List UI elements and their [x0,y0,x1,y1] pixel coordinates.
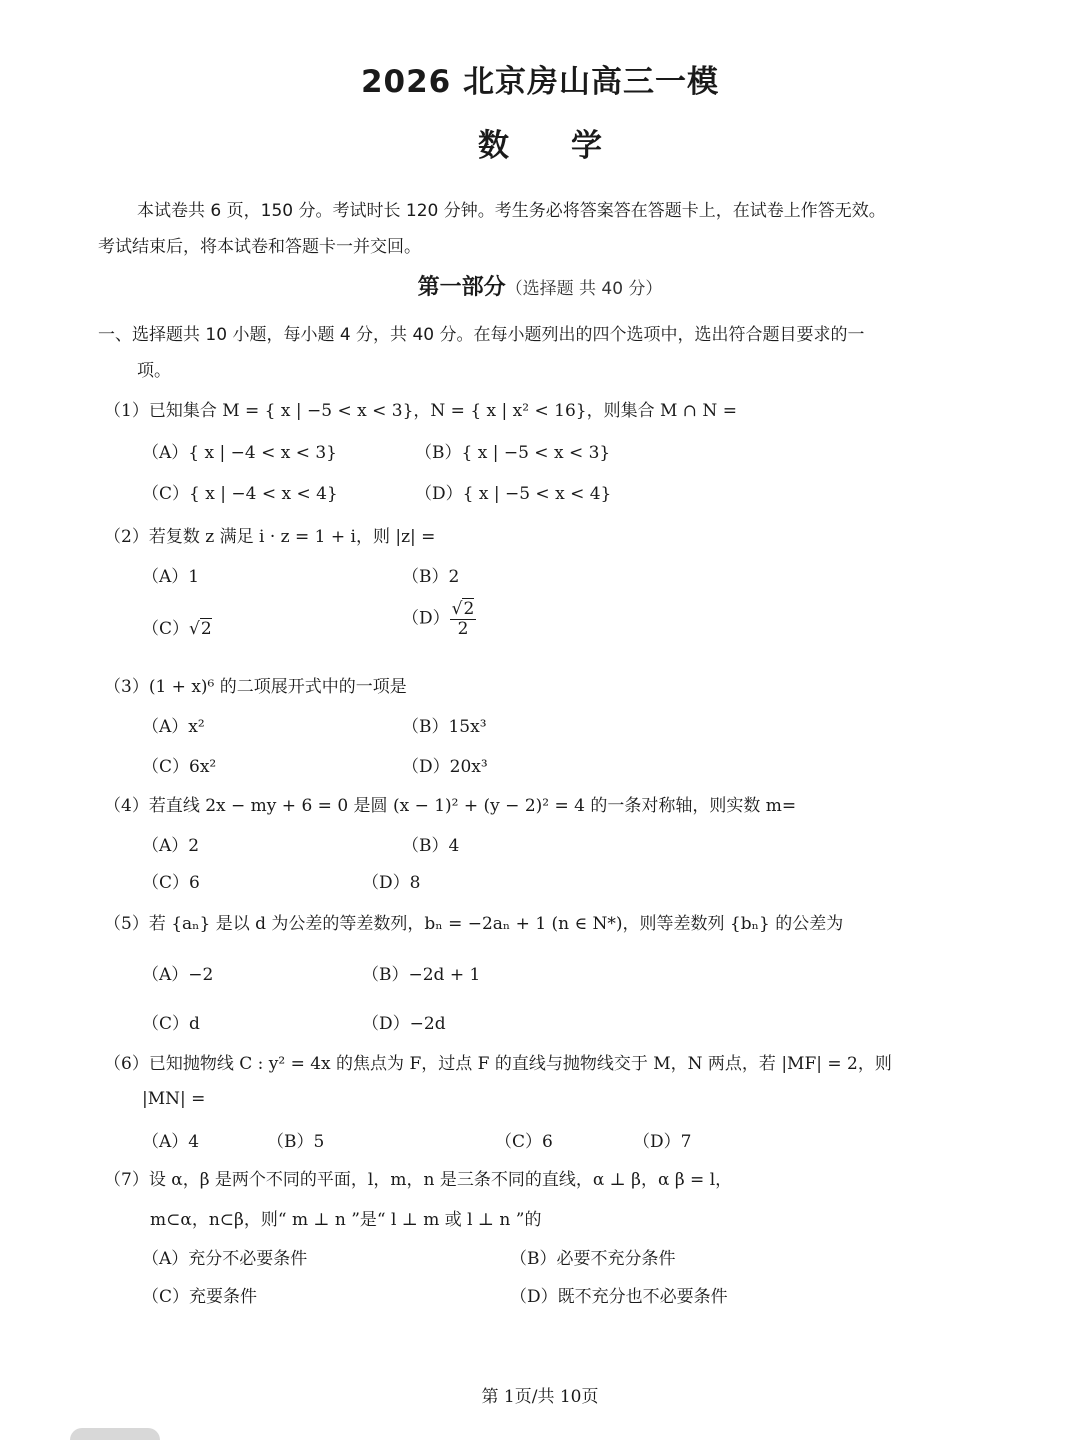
part-subtitle: （选择题 共 40 分） [505,279,663,299]
question-2-option-a: （A）1 [142,567,200,587]
subject-title: 数学 [478,128,664,164]
part-heading [0,270,1080,301]
section-instructions-line-1: 一、选择题共 10 小题，每小题 4 分，共 40 分。在每小题列出的四个选项中，选出符合题目要求的一 [98,325,865,345]
page-number: 第 1页/共 10页 [481,1387,599,1407]
question-7-option-c: （C）充要条件 [142,1287,258,1307]
question-3-option-d: （D）20x³ [402,757,488,777]
part-title: 第一部分 [417,275,506,300]
question-3-option-a: （A）x² [142,717,205,737]
question-4-option-a: （A）2 [142,836,200,856]
question-6-stem: （6）已知抛物线 C : y² = 4x 的焦点为 F，过点 F 的直线与抛物线交于 M，N 两点，若 |MF| = 2，则 [104,1054,892,1074]
question-6-option-b: （B）5 [267,1132,325,1152]
question-5-option-d: （D）−2d [362,1014,446,1034]
question-6-option-c: （C）6 [495,1132,553,1152]
question-2-option-c-label: （C） [142,619,190,639]
question-7-option-a: （A）充分不必要条件 [142,1249,308,1269]
question-5-stem: （5）若 {aₙ} 是以 d 为公差的等差数列，bₙ = −2aₙ + 1 (n ∈ N*)，则等差数列 {bₙ} 的公差为 [104,914,844,934]
question-6-option-d: （D）7 [633,1132,692,1152]
question-1-option-d: （D）{ x | −5 < x < 4} [415,484,612,504]
question-7-stem-line-2: m⊂α，n⊂β，则“ m ⊥ n ”是“ l ⊥ m 或 l ⊥ n ”的 [150,1210,542,1230]
intro-line-2: 考试结束后，将本试卷和答题卡一并交回。 [98,237,421,257]
question-3-option-b: （B）15x³ [402,717,487,737]
question-7-option-d: （D）既不充分也不必要条件 [510,1287,728,1307]
question-3-stem: （3）(1 + x)⁶ 的二项展开式中的一项是 [104,677,407,697]
question-3-option-c: （C）6x² [142,757,217,777]
question-2-stem: （2）若复数 z 满足 i · z = 1 + i，则 |z| = [104,527,436,547]
question-2-option-b: （B）2 [402,567,460,587]
question-2-option-c: （C）√2 [142,619,212,639]
question-1-option-a: （A）{ x | −4 < x < 3} [142,443,338,463]
question-1-stem: （1）已知集合 M = { x | −5 < x < 3}，N = { x | x² < 16}，则集合 M ∩ N = [104,401,737,421]
question-2-option-d-denominator: 2 [457,618,469,639]
question-1-option-c: （C）{ x | −4 < x < 4} [142,484,338,504]
question-1-option-b: （B）{ x | −5 < x < 3} [415,443,611,463]
exam-title: 2026 北京房山高三一模 [360,64,720,100]
question-4-stem: （4）若直线 2x − my + 6 = 0 是圆 (x − 1)² + (y − 2)² = 4 的一条对称轴，则实数 m= [104,796,797,816]
question-4-option-d: （D）8 [362,873,421,893]
page-corner-shadow [70,1428,160,1440]
question-5-option-b: （B）−2d + 1 [362,965,481,985]
question-2-option-d [402,600,476,638]
intro-line-1: 本试卷共 6 页，150 分。考试时长 120 分钟。考生务必将答案答在答题卡上，在试卷上作答无效。 [137,201,886,221]
question-2-option-d-label: （D） [402,608,450,629]
question-5-option-c: （C）d [142,1014,200,1034]
question-5-option-a: （A）−2 [142,965,214,985]
section-instructions-line-2: 项。 [137,361,171,381]
fraction: $\frac{√2}{2}$ [451,599,475,639]
question-6-stem-line-2: |MN| = [142,1089,206,1109]
question-4-option-b: （B）4 [402,836,460,856]
question-6-option-a: （A）4 [142,1132,200,1152]
question-2-option-c-value: 2 [200,619,212,639]
question-7-stem: （7）设 α，β 是两个不同的平面，l，m，n 是三条不同的直线，α ⊥ β，α β = l， [104,1170,733,1190]
question-2-option-d-numerator: 2 [463,599,475,619]
question-4-option-c: （C）6 [142,873,200,893]
question-7-option-b: （B）必要不充分条件 [510,1249,676,1269]
